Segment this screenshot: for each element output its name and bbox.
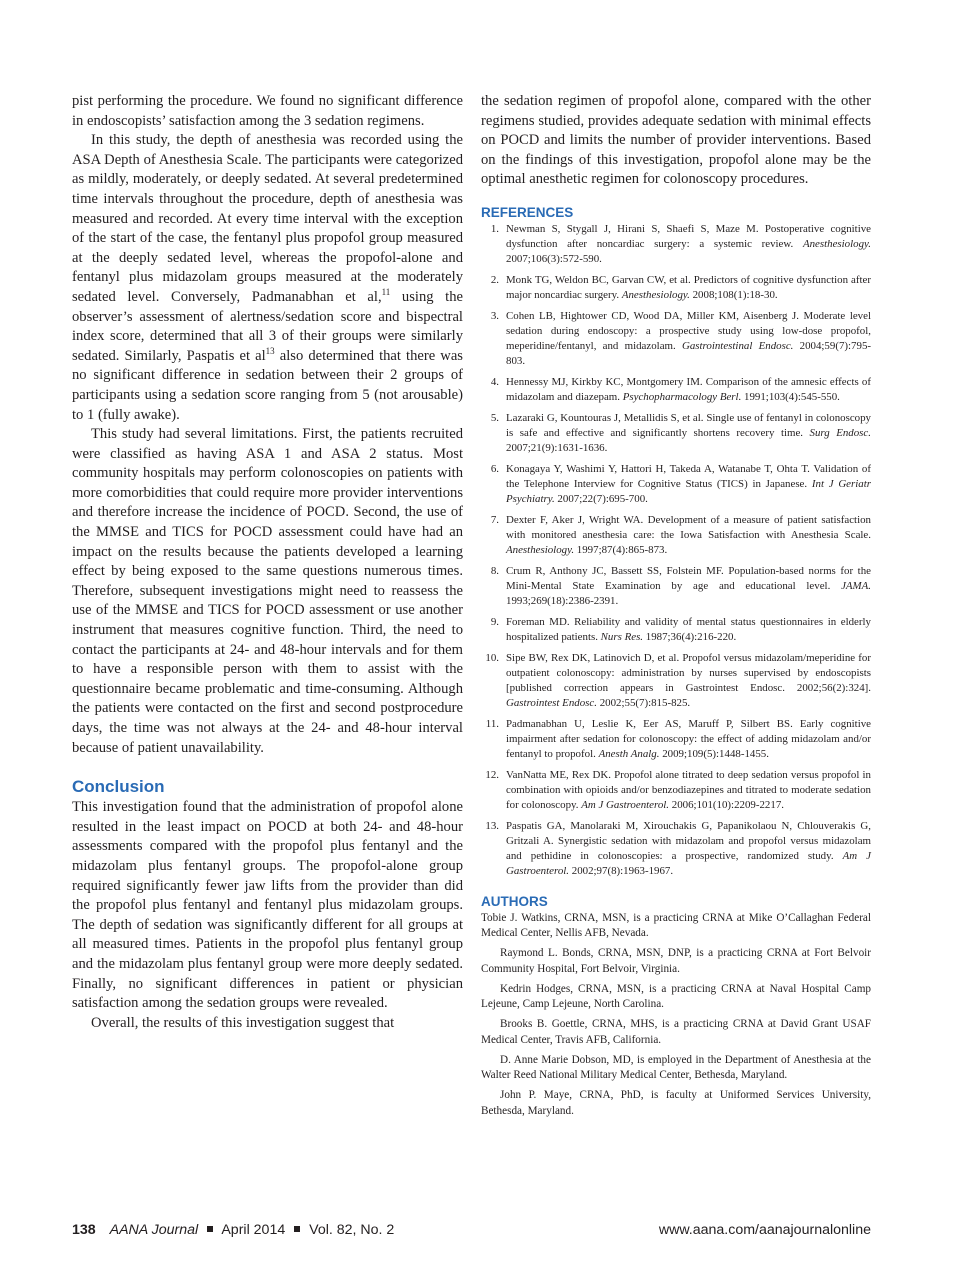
- reference-journal: Surg Endosc.: [809, 426, 871, 439]
- reference-journal: JAMA.: [841, 579, 871, 592]
- left-column: [72, 92, 463, 1033]
- journal-name: AANA Journal: [109, 1222, 199, 1238]
- reference-item: [481, 513, 871, 559]
- reference-number: 3.: [490, 309, 499, 322]
- authors-list: [481, 911, 871, 1120]
- reference-number: 1.: [490, 222, 499, 235]
- reference-item: [481, 651, 871, 712]
- reference-journal: Am J Gastroenterol.: [581, 799, 670, 812]
- body-paragraph: pist performing the procedure. We found no significant difference in endoscopists’ satisfaction among the 3 sedation regimens.: [72, 93, 463, 129]
- reference-citation: 2007;21(9):1631-1636.: [506, 442, 608, 455]
- reference-text: Newman S, Stygall J, Hirani S, Shaefi S, Maze M. Postoperative cognitive dysfunction after noncardiac surgery: a systemic review.: [506, 222, 871, 251]
- journal-url-link[interactable]: www.aana.com/aanajournalonline: [658, 1222, 871, 1238]
- reference-citation: 2009;109(5):1448-1455.: [659, 748, 769, 761]
- author-bio: John P. Maye, CRNA, PhD, is faculty at Uniformed Services University, Bethesda, Maryland.: [481, 1089, 871, 1118]
- reference-number: 8.: [490, 564, 499, 577]
- reference-text: Padmanabhan U, Leslie K, Eer AS, Maruff P, Silbert BS. Early cognitive impairment after sedation for colonoscopy: the effect of adding midazolam and/or fentanyl to propofol.: [506, 717, 871, 761]
- reference-citation: 1997;87(4):865-873.: [574, 544, 668, 557]
- reference-text: Sipe BW, Rex DK, Latinovich D, et al. Propofol versus midazolam/meperidine for outpatient colonoscopy: administration by nurses supervised by endoscopists [published correction appears in Gastrointest Endosc. 2002;56(2):324].: [506, 651, 871, 694]
- issue-date: April 2014: [221, 1222, 286, 1238]
- reference-item: [481, 375, 871, 405]
- author-bio: D. Anne Marie Dobson, MD, is employed in the Department of Anesthesia at the Walter Reed National Military Medical Center, Bethesda, Maryland.: [481, 1053, 871, 1082]
- reference-text: Konagaya Y, Washimi Y, Hattori H, Takeda A, Watanabe T, Ohta T. Validation of the Telephone Interview for Cognitive Status (TICS) in Japanese.: [506, 462, 871, 490]
- reference-item: [481, 411, 871, 457]
- reference-journal: Gastrointestinal Endosc.: [681, 340, 794, 353]
- reference-journal: Anesthesiology.: [621, 289, 690, 302]
- reference-text: Dexter F, Aker J, Wright WA. Development of a measure of patient satisfaction with monitored anesthesia care: the Iowa Satisfaction with Anesthesia Scale.: [506, 513, 871, 541]
- reference-journal: Anesthesiology.: [506, 544, 575, 557]
- reference-journal: Anesth Analg.: [598, 748, 660, 761]
- citation-superscript: 11: [381, 287, 391, 298]
- separator-square-icon: [207, 1226, 213, 1232]
- reference-item: [481, 768, 871, 814]
- reference-citation: 1987;36(4):216-220.: [643, 630, 737, 643]
- right-column: [481, 92, 871, 1124]
- reference-item: [481, 273, 871, 303]
- author-bio: Brooks B. Goettle, CRNA, MHS, is a practicing CRNA at David Grant USAF Medical Center, Travis AFB, California.: [481, 1018, 871, 1046]
- separator-square-icon: [294, 1226, 300, 1232]
- reference-number: 4.: [490, 375, 499, 388]
- reference-citation: 2007;22(7):695-700.: [554, 493, 648, 506]
- reference-number: 7.: [490, 513, 499, 526]
- reference-number: 11.: [485, 717, 499, 730]
- reference-citation: 1991;103(4):545-550.: [741, 391, 840, 404]
- reference-text: Lazaraki G, Kountouras J, Metallidis S, et al. Single use of fentanyl in colonoscopy is safe and effective and significantly shortens recovery time.: [506, 411, 871, 439]
- reference-citation: 2002;97(8):1963-1967.: [569, 865, 674, 878]
- text-run: also determined that there was no significant difference in sedation between their 2 groups of participants using a sedation score ranging from 5 (not arousable) to 1 (fully awake).: [72, 347, 463, 423]
- reference-item: [481, 309, 871, 370]
- authors-heading: AUTHORS: [481, 893, 548, 909]
- author-bio: Raymond L. Bonds, CRNA, MSN, DNP, is a practicing CRNA at Fort Belvoir Community Hospital, Fort Belvoir, Virginia.: [481, 947, 871, 975]
- reference-number: 10.: [485, 651, 499, 664]
- reference-journal: Int J Geriatr Psychiatry.: [506, 477, 871, 506]
- citation-superscript: 13: [265, 345, 275, 356]
- page-number: 138: [72, 1222, 96, 1238]
- body-paragraph-limitations: This study had several limitations. First, the patients recruited were classified as having ASA 1 and ASA 2 status. Most community hospitals may perform colonoscopies on patients with more comorbidities that could require more provider interventions and therefore increase the incidence of POCD. Second, the use of the MMSE and TICS for POCD assessment could have had an impact on the results because the patients developed a learning effect by being exposed to the same questions numerous times. Therefore, subsequent investigations might need to reassess the use of the MMSE and TICS for POCD assessment or use another instrument that measures cognitive function. Third, the need to contact the participants at 24- and 48-hour intervals and for them to have a responsible person with them to assist with the questionnaire became problematic and time-consuming. Although the patients were contacted on the first and second postprocedure days, the time was not always at the 24- and 48-hour interval because of patient unavailability.: [72, 426, 463, 756]
- references-list: [481, 222, 871, 880]
- reference-number: 5.: [490, 411, 499, 424]
- body-paragraph-overall: Overall, the results of this investigation suggest that: [91, 1014, 395, 1031]
- text-run: using the observer’s assessment of alertness/sedation score and bispectral index score, determined that all 3 of their groups were similarly sedated. Similarly, Paspatis et al: [72, 288, 463, 364]
- volume-issue: Vol. 82, No. 2: [309, 1222, 395, 1238]
- body-paragraph-depth-of-anesthesia: [72, 131, 463, 425]
- author-bio: Tobie J. Watkins, CRNA, MSN, is a practicing CRNA at Mike O’Callaghan Federal Medical Center, Nellis AFB, Nevada.: [481, 911, 871, 940]
- conclusion-heading: Conclusion: [72, 777, 165, 797]
- reference-journal: Am J Gastroenterol.: [506, 850, 871, 878]
- reference-number: 2.: [490, 273, 499, 286]
- page-footer: [72, 1222, 871, 1242]
- references-heading: REFERENCES: [481, 204, 574, 220]
- reference-journal: Psychopharmacology Berl.: [622, 391, 742, 404]
- reference-journal: Nurs Res.: [600, 630, 644, 643]
- author-bio: Kedrin Hodges, CRNA, MSN, is a practicing CRNA at Naval Hospital Camp Lejeune, Camp Lejeune, North Carolina.: [481, 982, 871, 1011]
- text-run: In this study, the depth of anesthesia was recorded using the ASA Depth of Anesthesia Scale. The participants were categorized as mildly, moderately, or deeply sedated. At several predetermined time intervals throughout the procedure, depth of anesthesia was measured and recorded. At every time interval with the exception of the start of the case, the fentanyl plus propofol group measured at the deeply sedated level, whereas the propofol-alone and fentanyl plus midazolam groups measured at the moderately sedated level. Conversely, Padmanabhan et al,: [72, 132, 463, 305]
- reference-number: 9.: [490, 615, 499, 628]
- reference-item: [481, 564, 871, 610]
- body-paragraph-conclusion: This investigation found that the administration of propofol alone resulted in the least impact on POCD at both 24- and 48-hour assessments compared with the propofol plus fentanyl and the midazolam plus fentanyl groups. The propofol-alone group required significantly fewer jaw lifts from the provider than did the propofol plus fentanyl and fentanyl plus midazolam groups. The depth of sedation was significantly different for all groups at all measured times. Patients in the propofol plus fentanyl group and the midazolam plus fentanyl group were more deeply sedated. Finally, no significant differences in patient or physician satisfaction among the sedation groups were revealed.: [72, 799, 463, 1012]
- reference-citation: 2004;59(7):795-803.: [506, 340, 872, 368]
- reference-item: [481, 222, 871, 268]
- reference-text: Foreman MD. Reliability and validity of mental status questionnaires in elderly hospitalized patients.: [506, 615, 871, 643]
- reference-item: [481, 462, 871, 508]
- reference-journal: Anesthesiology.: [802, 238, 871, 251]
- reference-citation: 2008;108(1):18-30.: [689, 289, 778, 302]
- reference-citation: 1993;269(18):2386-2391.: [506, 595, 619, 608]
- reference-citation: 2002;55(7):815-825.: [596, 697, 691, 710]
- reference-number: 6.: [490, 462, 499, 475]
- body-paragraph-continued: the sedation regimen of propofol alone, compared with the other regimens studied, provides adequate sedation with minimal effects on POCD and limits the number of provider interventions. Based on the findings of this investigation, propofol alone may be the optimal anesthetic regimen for colonoscopy procedures.: [481, 93, 871, 188]
- reference-citation: 2007;106(3):572-590.: [506, 253, 602, 266]
- reference-number: 12.: [485, 768, 499, 781]
- reference-text: Cohen LB, Hightower CD, Wood DA, Miller KM, Aisenberg J. Moderate level sedation during endoscopy: a prospective study using low-dose propofol, meperidine/fentanyl, and midazolam.: [506, 309, 871, 353]
- reference-text: Monk TG, Weldon BC, Garvan CW, et al. Predictors of cognitive dysfunction after major noncardiac surgery.: [506, 273, 871, 302]
- reference-journal: Gastrointest Endosc.: [506, 697, 597, 710]
- reference-number: 13.: [485, 819, 499, 832]
- reference-text: VanNatta ME, Rex DK. Propofol alone titrated to deep sedation versus propofol in combination with opioids and/or benzodiazepines and titrated to moderate sedation for colonoscopy.: [506, 768, 871, 812]
- reference-item: [481, 615, 871, 645]
- reference-text: Hennessy MJ, Kirkby KC, Montgomery IM. Comparison of the amnesic effects of midazolam and diazepam.: [506, 375, 871, 404]
- reference-text: Paspatis GA, Manolaraki M, Xirouchakis G, Papanikolaou N, Chlouverakis G, Gritzali A. Synergistic sedation with midazolam and propofol versus midazolam and pethidine in colonoscopies: a prospective, randomized study.: [506, 819, 871, 863]
- reference-text: Crum R, Anthony JC, Bassett SS, Folstein MF. Population-based norms for the Mini-Mental State Examination by age and educational level.: [506, 564, 871, 592]
- reference-item: [481, 717, 871, 763]
- reference-item: [481, 819, 871, 880]
- reference-citation: 2006;101(10):2209-2217.: [669, 799, 784, 812]
